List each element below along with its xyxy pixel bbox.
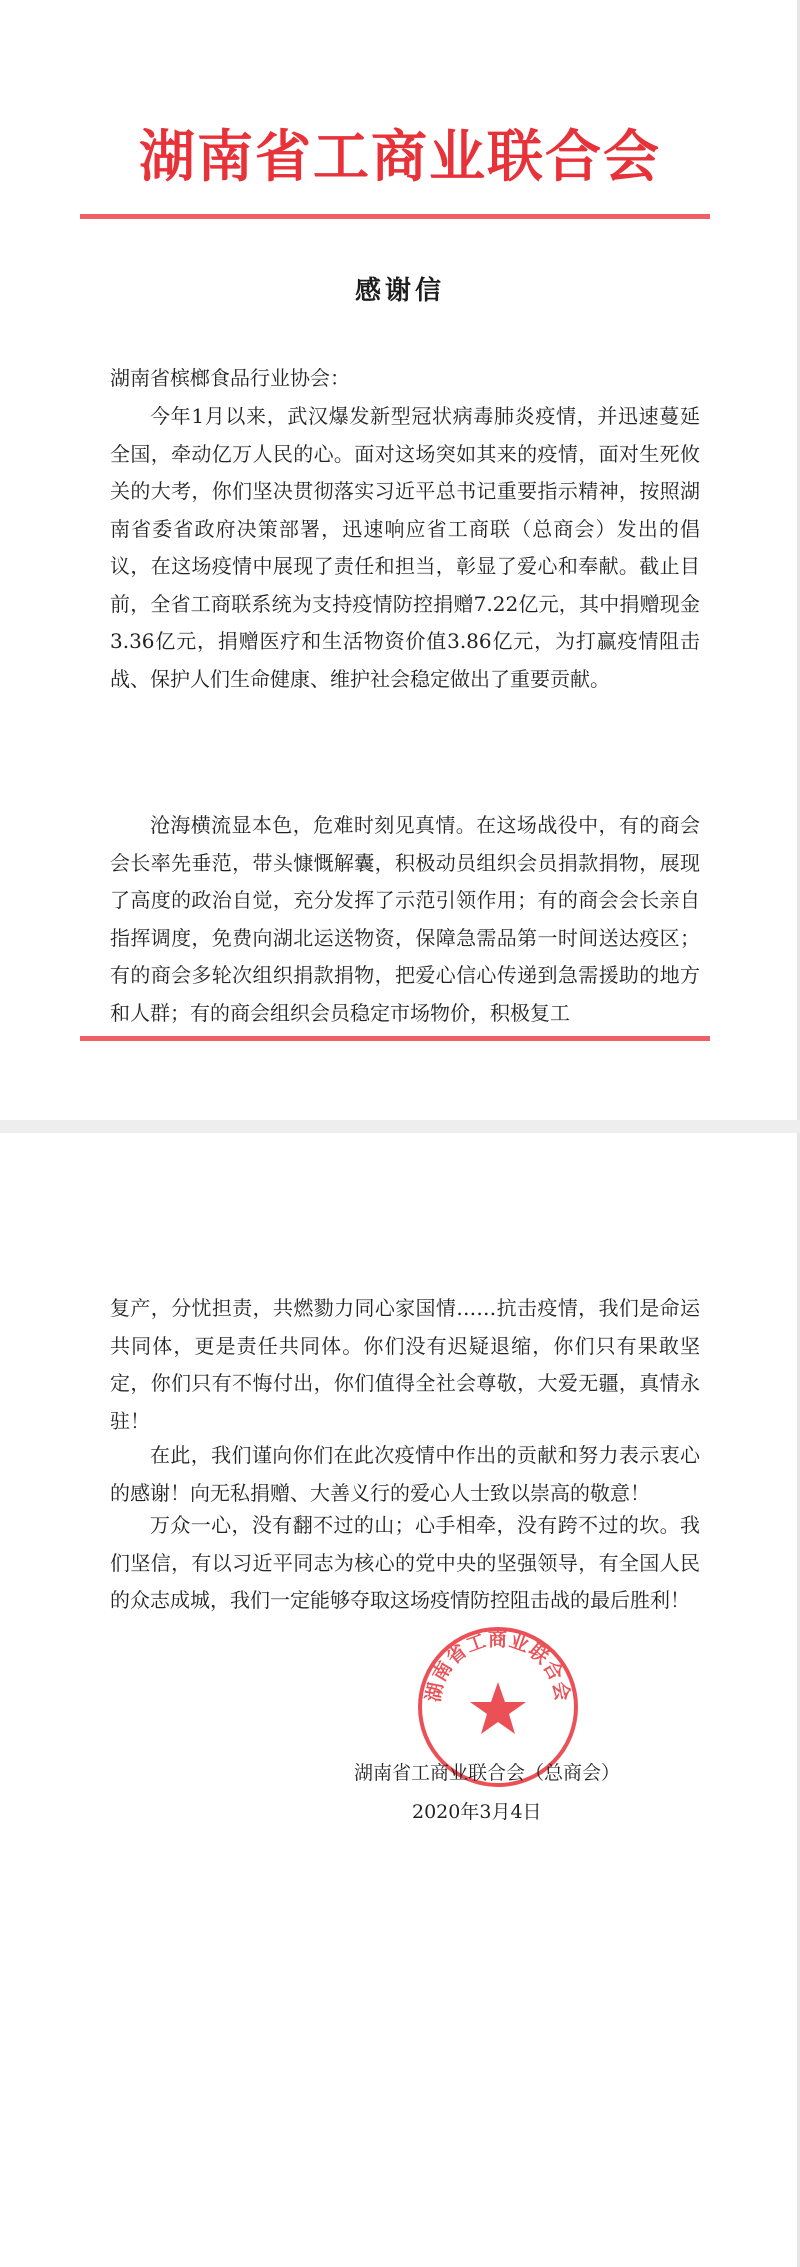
letter-title: 感谢信 <box>354 276 445 306</box>
letterhead-title: 湖南省工商业联合会 <box>139 125 661 190</box>
paragraph-1: 今年1月以来，武汉爆发新型冠状病毒肺炎疫情，并迅速蔓延全国，牵动亿万人民的心。面对这场突如其来的疫情，面对生死攸关的大考，你们坚决贯彻落实习近平总书记重要指示精神，按照湖南省委省政府决策部署，迅速响应省工商联（总商会）发出的倡议，在这场疫情中展现了责任和担当，彰显了爱心和奉献。截止目前，全省工商联系统为支持疫情防控捐赠7.22亿元，其中捐赠现金3.36亿元，捐赠医疗和生活物资价值3.86亿元，为打赢疫情阻击战、保护人们生命健康、维护社会稳定做出了重要贡献。 <box>110 404 700 691</box>
letterhead-red-rule <box>80 214 710 219</box>
paragraph-4: 万众一心，没有翻不过的山；心手相牵，没有跨不过的坎。我们坚信，有以习近平同志为核心的党中央的坚强领导，有全国人民的众志成城，我们一定能够夺取这场疫情防控阻击战的最后胜利！ <box>110 1513 700 1612</box>
signature-date: 2020年3月4日 <box>412 1801 542 1823</box>
paragraph-2-part-2: 复产，分忧担责，共燃勠力同心家国情……抗击疫情，我们是命运共同体，更是责任共同体。你们没有迟疑退缩，你们只有果敢坚定，你们只有不悔付出，你们值得全社会尊敬，大爱无疆，真情永驻！ <box>110 1296 700 1433</box>
footer-red-rule <box>80 1036 710 1041</box>
svg-text:湖南省工商业联合会: 湖南省工商业联合会 <box>422 1628 574 1704</box>
signature-organization: 湖南省工商业联合会（总商会） <box>354 1762 621 1784</box>
paragraph-3: 在此，我们谨向你们在此次疫情中作出的贡献和努力表示衷心的感谢！向无私捐赠、大善义行的爱心人士致以崇高的敬意！ <box>110 1443 700 1505</box>
letter-salutation: 湖南省槟榔食品行业协会： <box>110 366 350 390</box>
paragraph-2-part-1: 沧海横流显本色，危难时刻见真情。在这场战役中，有的商会会长率先垂范，带头慷慨解囊，积极动员组织会员捐款捐物，展现了高度的政治自觉，充分发挥了示范引领作用；有的商会会长亲自指挥调度，免费向湖北运送物资，保障急需品第一时间送达疫区；有的商会多轮次组织捐款捐物，把爱心信心传递到急需援助的地方和人群；有的商会组织会员稳定市场物价，积极复工 <box>110 813 700 1025</box>
page-gap <box>0 1120 800 1133</box>
letter-page-1 <box>0 0 800 1120</box>
